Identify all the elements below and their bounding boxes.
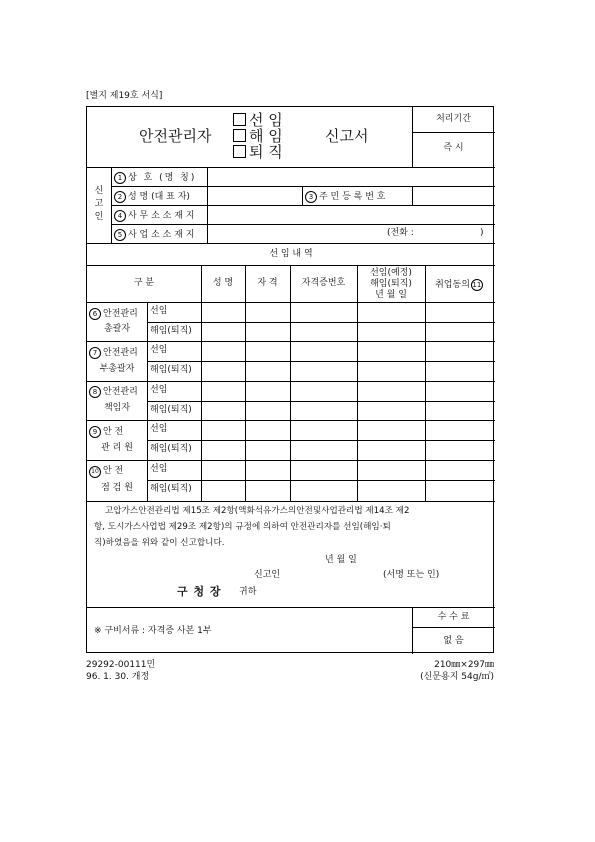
header-name: 성 명 [212,278,234,288]
footer-size: 210㎜×297㎜ [434,660,494,670]
row-safety-inspector-line1: 10 안 전 [89,466,123,478]
attachments: ※ 구비서류 : 자격증 사본 1부 [94,626,212,636]
title-suffix: 신고서 [325,127,369,145]
row-general-manager-line2: 총괄자 [103,324,131,334]
field-office-address-label: 4 사 무 소 소 재 지 [114,210,194,222]
statement-line1: 고압가스안전관리법 제15조 제2항(액화석유가스의안전및사업관리법 제14조 제2 [105,506,410,516]
row-safety-manager-line1: 9 안 전 [89,426,123,438]
checkbox-dismissal[interactable] [233,129,246,142]
row-general-manager-line1: 6 안전관리 [89,308,138,320]
field-business-name-label: 1 상 호 (명 칭) [114,172,196,184]
footer-code: 29292-00111민 [86,660,156,670]
processing-period-value: 즉 시 [443,143,464,153]
statement-sign: (서명 또는 인) [383,570,440,580]
form-code: [별지 제19호 서식] [86,91,163,101]
recipient-honorific: 귀하 [239,587,257,597]
header-date: 선임(예정) 해임(퇴직) 년 월 일 [370,268,412,300]
report-form [86,106,494,653]
sub-appointment: 선임 [150,464,168,474]
header-consent: 취업동의 11 [435,280,482,290]
header-qualification: 자 격 [257,278,278,288]
sub-appointment: 선임 [150,424,168,434]
sub-dismissal: 해임(퇴직) [150,365,192,375]
row-safety-manager-line2: 관 리 원 [101,443,133,453]
option-dismissal[interactable]: 해 임 [233,129,283,144]
fee-value: 없 음 [443,636,464,646]
footer-paper: (신문용지 54g/㎡) [420,672,494,682]
reporter-side-label: 신 고 인 [94,186,104,222]
row-responsible-person-line1: 8 안전관리 [89,386,138,398]
field-site-address-label: 5 사 업 소 소 재 지 [114,229,194,241]
sub-dismissal: 해임(퇴직) [150,484,192,494]
field-resident-number-label: 3 주 민 등 록 번 호 [305,191,385,203]
checkbox-appointment[interactable] [233,113,246,126]
phone-label: (전화 : [387,228,414,238]
recipient: 구 청 장 [177,585,222,598]
option-resignation[interactable]: 퇴 직 [233,145,283,160]
title-main: 안전관리자 [139,127,212,145]
statement-reporter: 신고인 [254,570,281,580]
fee-label: 수 수 료 [437,612,470,622]
phone-close: ) [480,228,484,238]
sub-appointment: 선임 [150,345,168,355]
footer-date: 96. 1. 30. 개정 [86,672,150,682]
row-deputy-manager-line2: 부총괄자 [99,364,135,374]
option-appointment[interactable]: 선 임 [233,113,283,128]
header-category: 구 분 [133,278,155,288]
row-safety-inspector-line2: 점 검 원 [101,483,133,493]
section-title: 선 임 내 역 [269,249,313,259]
row-responsible-person-line2: 책임자 [103,403,131,413]
sub-dismissal: 해임(퇴직) [150,444,192,454]
statement-line3: 직)하였음을 위와 같이 신고합니다. [94,538,225,548]
sub-dismissal: 해임(퇴직) [150,326,192,336]
checkbox-resignation[interactable] [233,145,246,158]
sub-appointment: 선임 [150,385,168,395]
processing-period-label: 처리기간 [436,114,471,124]
row-deputy-manager-line1: 7 안전관리 [89,347,138,359]
header-cert-no: 자격증번호 [301,278,346,288]
field-representative-label: 2 성 명 (대 표 자) [114,191,190,203]
sub-appointment: 선임 [150,306,168,316]
statement-line2: 항, 도시가스사업법 제29조 제2항)의 규정에 의하여 안전관리자를 선임(해임·퇴 [94,522,391,532]
sub-dismissal: 해임(퇴직) [150,405,192,415]
statement-date: 년 월 일 [325,555,357,565]
